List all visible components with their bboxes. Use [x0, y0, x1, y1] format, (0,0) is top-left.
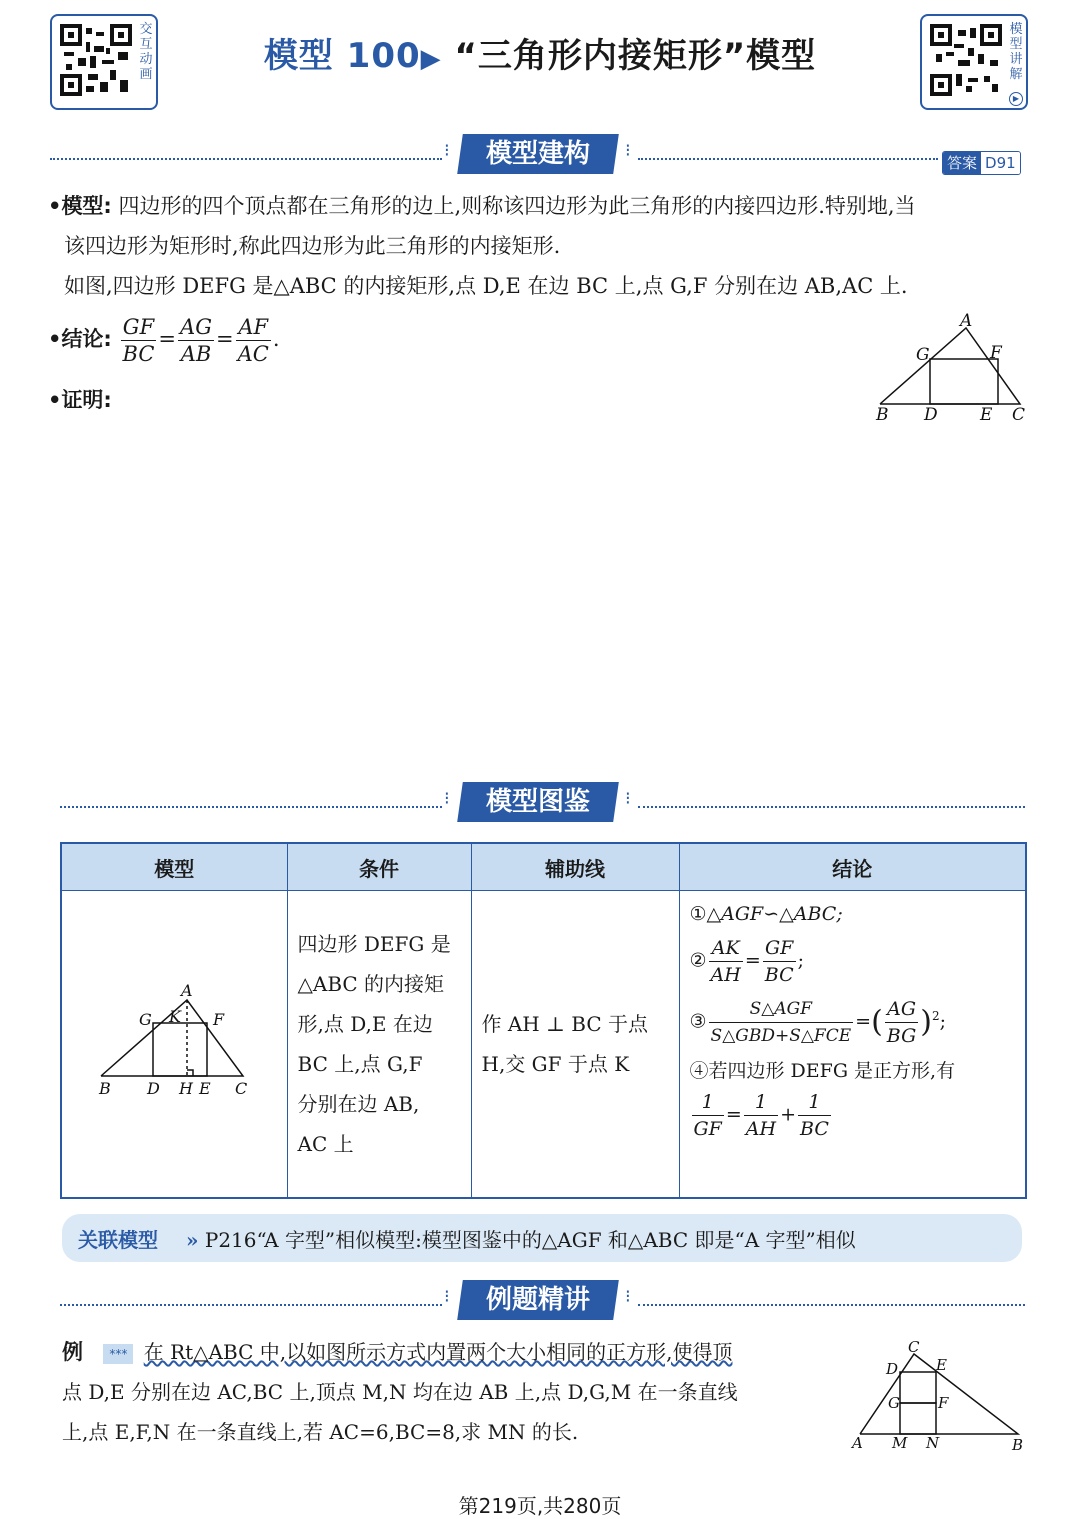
label-C: C [1012, 405, 1026, 425]
banner-mark-icon: ⁝ [625, 788, 631, 809]
page-title [200, 28, 880, 77]
aux-line: H,交 GF 于点 K [481, 1052, 630, 1076]
label-B: B [876, 405, 889, 425]
difficulty-stars-icon: *** [103, 1344, 133, 1364]
conclusion-cell [679, 891, 1026, 1199]
bullet-icon: • [48, 327, 62, 351]
example-line-3: 上,点 E,F,N 在一条直线上,若 AC=6,BC=8,求 MN 的长. [62, 1420, 579, 1444]
label-E: E [980, 405, 993, 425]
proof-label: 证明: [61, 388, 112, 412]
conclusion-row: •结论: $\frac{GF}{BC}$ = $\frac{AG}{AB}$ = $\frac{AF}{AC}$ . [48, 315, 280, 366]
qr-code-right[interactable] [920, 14, 1028, 110]
label-H: H [179, 1078, 194, 1098]
model-figure-cell [61, 891, 287, 1199]
label-G: G [888, 1394, 900, 1412]
conclusion-label: 结论: [61, 327, 112, 351]
label-D: D [886, 1360, 899, 1378]
conclusion-2: ② $\frac{AK}{AH}$ = $\frac{GF}{BC}$ ; [689, 937, 805, 986]
qr-code-left[interactable] [50, 14, 158, 110]
example-problem [62, 1332, 842, 1452]
label-D: D [147, 1078, 161, 1098]
qr-code-icon [60, 24, 132, 96]
condition-line: AC 上 [297, 1132, 354, 1156]
play-icon[interactable]: ▶ [1009, 92, 1023, 106]
banner-mark-icon: ⁝ [625, 140, 631, 161]
answer-label: 答案 [943, 152, 981, 174]
answer-code: D91 [981, 152, 1020, 174]
conclusion-fraction: $\frac{GF}{BC}$ [122, 315, 155, 366]
condition-cell [287, 891, 471, 1199]
example-label: 例 [62, 1340, 83, 1364]
label-A: A [960, 311, 973, 331]
conclusion-fraction: $\frac{AG}{AB}$ [180, 315, 212, 366]
banner-mark-icon: ⁝ [444, 788, 450, 809]
label-G: G [916, 345, 930, 365]
label-A: A [181, 980, 193, 1000]
title-number: 100 [346, 36, 421, 76]
table-header-row [61, 843, 1026, 891]
label-C: C [908, 1338, 920, 1356]
condition-line: △ABC 的内接矩 [297, 972, 445, 996]
conclusion-1: ①△AGF∽△ABC; [689, 903, 843, 925]
section-banner-model-gallery [50, 782, 1025, 826]
related-text: » P216“A 字型”相似模型:模型图鉴中的△AGF 和△ABC 即是“A 字型”相似 [186, 1228, 856, 1252]
related-model-bar[interactable] [62, 1214, 1022, 1262]
answer-badge[interactable] [942, 151, 1021, 175]
banner-mark-icon: ⁝ [444, 140, 450, 161]
banner-mark-icon: ⁝ [444, 1286, 450, 1307]
triangle-rectangle-figure [868, 310, 1032, 426]
section-title: 例题精讲 [457, 1280, 619, 1320]
column-header: 模型 [61, 843, 287, 891]
model-text-line-2: 该四边形为矩形时,称此四边形为此三角形的内接矩形. [64, 234, 561, 258]
label-F: F [990, 343, 1002, 363]
label-F: F [938, 1394, 949, 1412]
divider [50, 158, 442, 160]
divider [638, 806, 1025, 808]
banner-mark-icon: ⁝ [625, 1286, 631, 1307]
model-text-line-3: 如图,四边形 DEFG 是△ABC 的内接矩形,点 D,E 在边 BC 上,点 G,F 分别在边 AB,AC 上. [64, 274, 908, 298]
conclusion-3: ③ $\frac{\text{S△AGF}}{\text{S△GBD+S△FCE}}$ =( $\frac{AG}{BG}$ )$^2$; [689, 998, 947, 1047]
qr-left-label: 交互动画 [139, 22, 153, 82]
divider [638, 158, 938, 160]
example-line-1: 在 Rt△ABC 中,以如图所示方式内置两个大小相同的正方形,使得顶 [143, 1340, 733, 1364]
column-header: 辅助线 [471, 843, 679, 891]
qr-right-label: 模型讲解 [1009, 22, 1023, 82]
section-title: 模型建构 [457, 134, 619, 174]
model-text-line-1: 四边形的四个顶点都在三角形的边上,则称该四边形为此三角形的内接四边形.特别地,当 [118, 194, 916, 218]
double-arrow-icon: » [186, 1228, 199, 1252]
aux-line: 作 AH ⊥ BC 于点 [481, 1012, 648, 1036]
label-E: E [199, 1078, 211, 1098]
page-number: 第219页,共280页 [458, 1494, 622, 1518]
label-C: C [235, 1078, 248, 1098]
label-K: K [169, 1006, 182, 1026]
bullet-icon: • [48, 388, 62, 412]
condition-line: BC 上,点 G,F [297, 1052, 423, 1076]
label-B: B [1012, 1436, 1024, 1454]
condition-line: 形,点 D,E 在边 [297, 1012, 433, 1036]
label-N: N [926, 1434, 940, 1452]
triangle-altitude-figure [89, 978, 259, 1098]
divider [60, 1304, 442, 1306]
label-E: E [936, 1356, 947, 1374]
label-F: F [213, 1009, 225, 1029]
table-row [61, 891, 1026, 1199]
example-line-2: 点 D,E 分别在边 AC,BC 上,顶点 M,N 均在边 AB 上,点 D,G,M 在一条直线 [62, 1380, 738, 1404]
condition-line: 分别在边 AB, [297, 1092, 420, 1116]
model-definition [48, 186, 1038, 306]
related-label: 关联模型 [78, 1228, 158, 1252]
label-B: B [99, 1078, 112, 1098]
section-banner-example [50, 1280, 1025, 1324]
divider [638, 1304, 1025, 1306]
condition-line: 四边形 DEFG 是 [297, 932, 451, 956]
proof-row [48, 384, 112, 414]
right-triangle-squares-figure [848, 1338, 1028, 1456]
section-banner-model-construction [50, 134, 1025, 178]
conclusion-4-text: ④若四边形 DEFG 是正方形,有 [689, 1060, 956, 1082]
title-text: “三角形内接矩形”模型 [454, 36, 817, 76]
label-D: D [924, 405, 938, 425]
conclusion-4-formula: $\frac{1}{GF}$ = $\frac{1}{AH}$ + $\frac{1}{BC}$ [693, 1091, 829, 1140]
divider [60, 806, 442, 808]
auxiliary-line-cell [471, 891, 679, 1199]
qr-code-icon [930, 24, 1002, 96]
label-A: A [852, 1434, 863, 1452]
column-header: 结论 [679, 843, 1026, 891]
title-arrow-icon: ▶ [420, 44, 442, 74]
model-table [60, 842, 1027, 1199]
bullet-icon: • [48, 194, 62, 218]
title-prefix: 模型 [263, 36, 334, 76]
label-G: G [139, 1009, 153, 1029]
column-header: 条件 [287, 843, 471, 891]
conclusion-fraction: $\frac{AF}{AC}$ [237, 315, 269, 366]
label-M: M [892, 1434, 908, 1452]
model-label: 模型: [61, 194, 112, 218]
section-title: 模型图鉴 [457, 782, 619, 822]
